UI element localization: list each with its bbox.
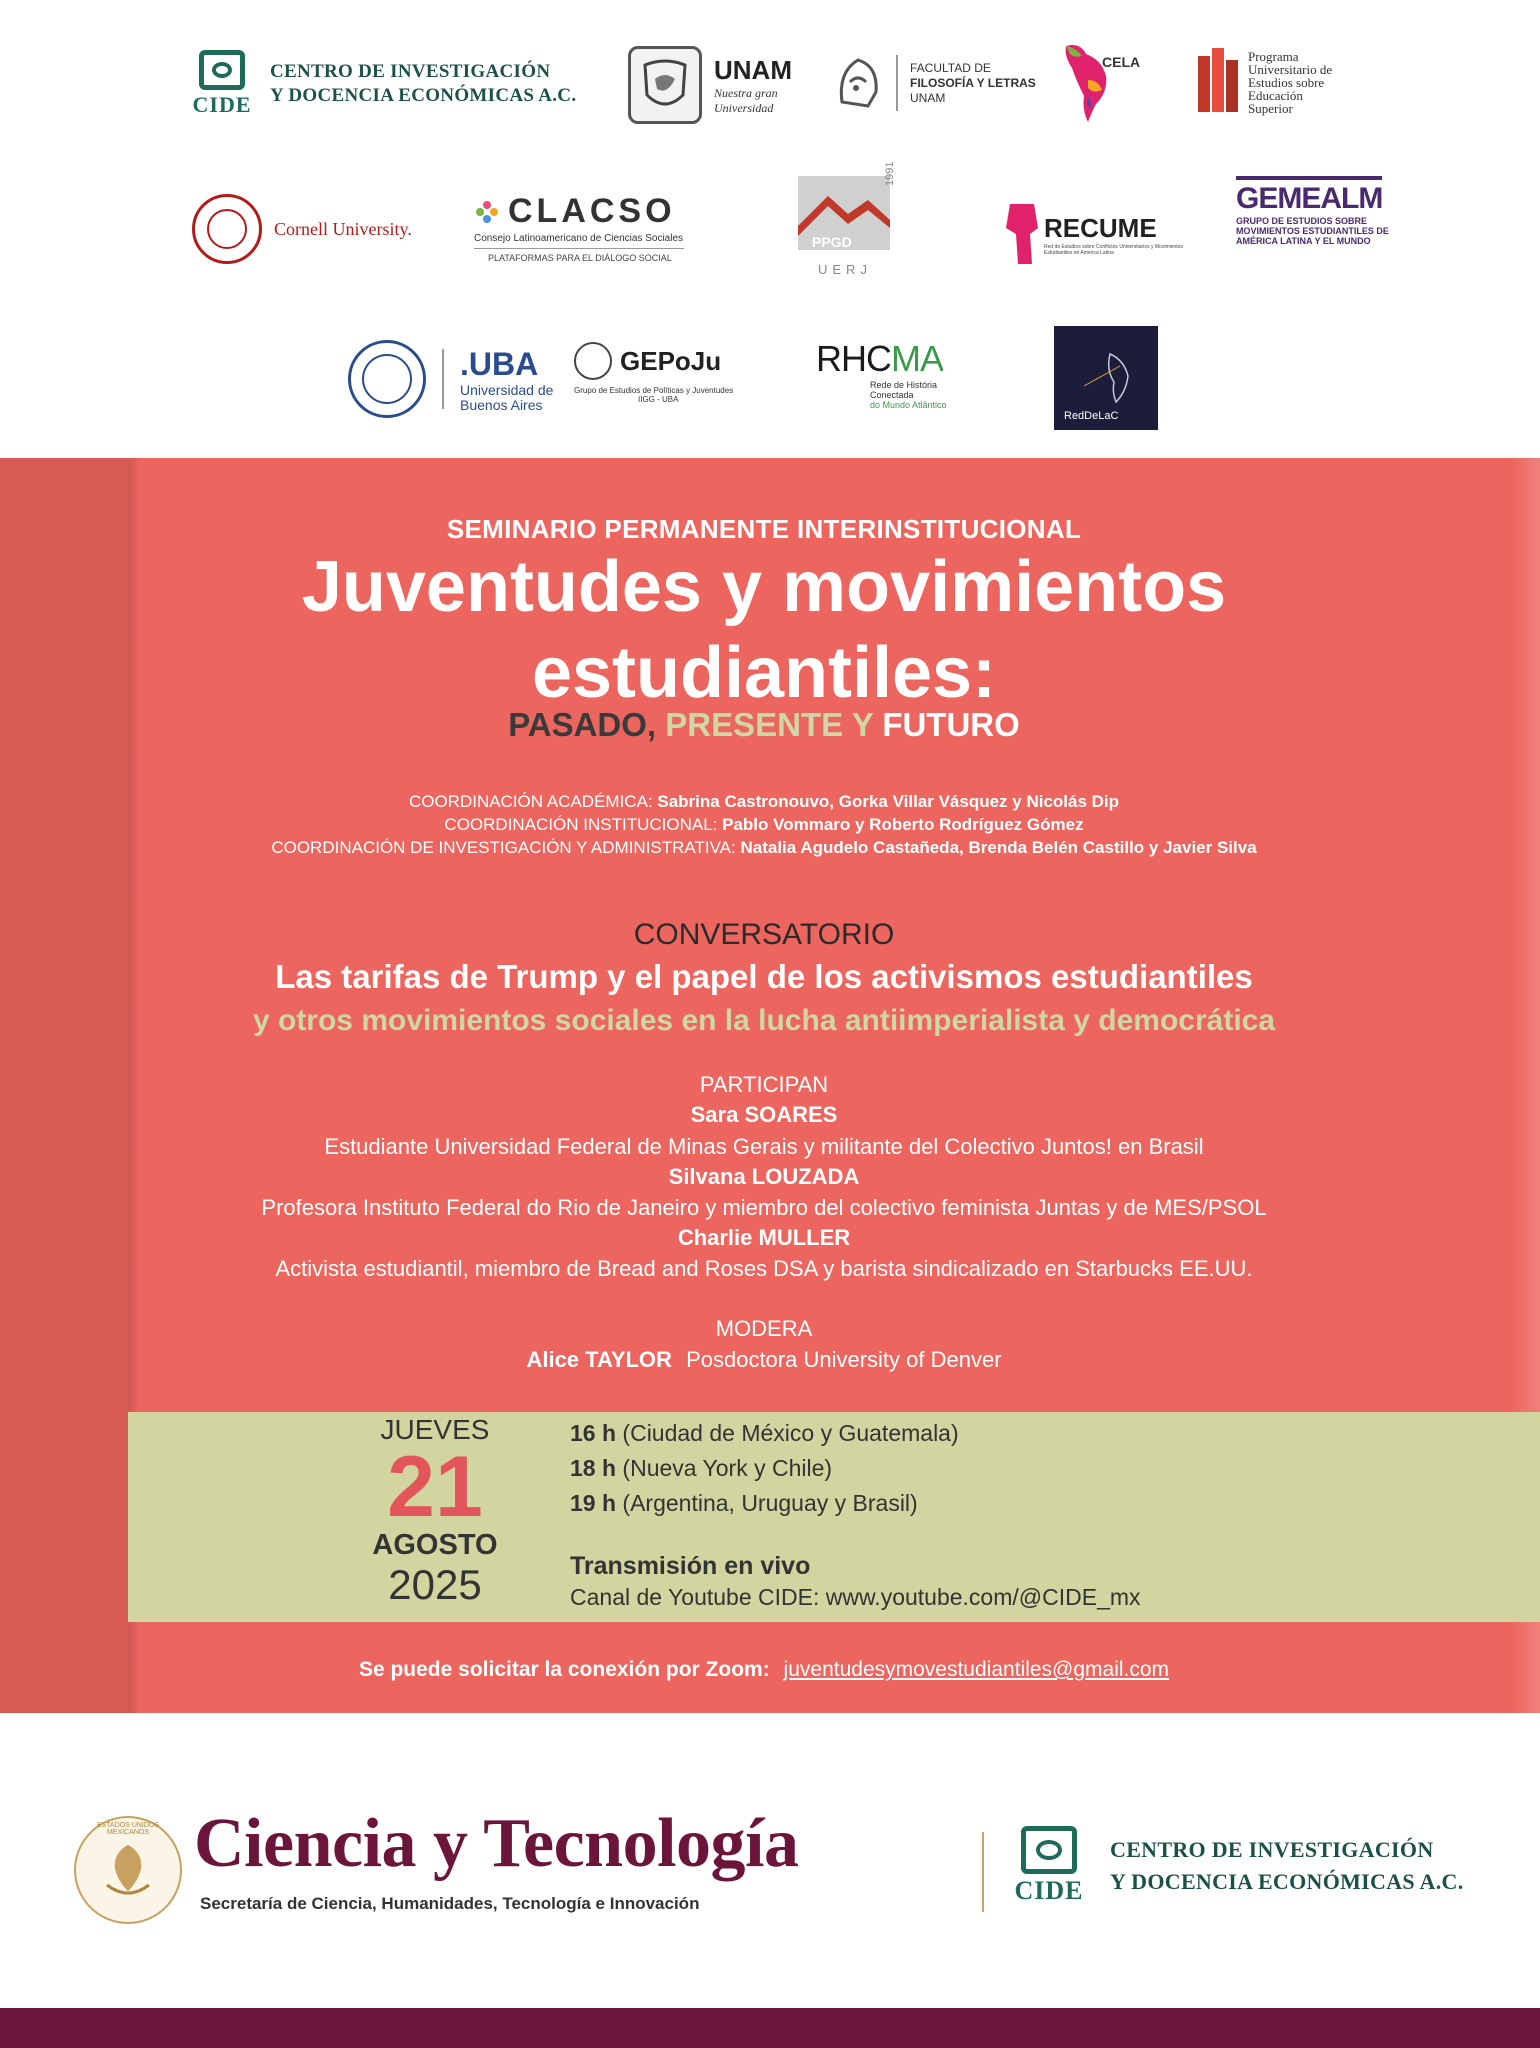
gemealm-name: GEMEALM	[1236, 176, 1382, 216]
reddelac-logo	[1054, 326, 1158, 430]
coordination-label: COORDINACIÓN INSTITUCIONAL:	[444, 815, 718, 834]
ffl-logo	[832, 52, 1036, 114]
schedule-hour: 19 h	[570, 1490, 617, 1516]
participant-desc: Activista estudiantil, miembro de Bread and Roses DSA y barista sindicalizado en Starbucks EE.UU.	[275, 1256, 1253, 1281]
conversatorio-title: Las tarifas de Trump y el papel de los activismos estudiantiles	[275, 958, 1253, 995]
gepoju-logo	[574, 342, 733, 404]
participants-heading: PARTICIPAN	[699, 1072, 829, 1097]
cela-logo	[1062, 40, 1152, 126]
zoom-label: Se puede solicitar la conexión por Zoom:	[358, 1658, 770, 1681]
date-block	[355, 1414, 515, 1608]
schedule-place: (Nueva York y Chile)	[622, 1455, 833, 1481]
footer-cide-line1: CENTRO DE INVESTIGACIÓN	[1110, 1837, 1434, 1862]
participant-name: Silvana LOUZADA	[668, 1164, 860, 1189]
coordination-names: Natalia Agudelo Castañeda, Brenda Belén Castillo y Javier Silva	[740, 838, 1257, 857]
participant-name: Sara SOARES	[690, 1102, 838, 1127]
programa-logo	[1196, 46, 1332, 118]
cela-name: CELA	[1102, 54, 1141, 70]
date-day: 21	[387, 1439, 483, 1535]
mexico-coat-of-arms-icon	[74, 1816, 182, 1924]
rhcma-name: RHCMA	[816, 338, 943, 379]
recume-name: RECUME	[1044, 212, 1157, 243]
schedule-place: (Argentina, Uruguay y Brasil)	[622, 1490, 918, 1516]
gemealm-line2: MOVIMIENTOS ESTUDIANTILES DE	[1236, 226, 1389, 236]
schedule-place: (Ciudad de México y Guatemala)	[622, 1420, 959, 1446]
footer-cide-mark: CIDE	[1014, 1876, 1084, 1905]
programa-line3: Estudios sobre	[1248, 74, 1325, 90]
clacso-line1: Consejo Latinoamericano de Ciencias Sociales	[474, 233, 684, 244]
clacso-flower-icon	[474, 199, 500, 225]
gemealm-line3: AMÉRICA LATINA Y EL MUNDO	[1236, 236, 1371, 246]
zoom-request	[124, 1658, 1404, 1682]
coordination-academic	[124, 792, 1404, 812]
moderator-heading: MODERA	[715, 1316, 813, 1341]
schedule-item	[570, 1451, 959, 1486]
rhcma-line1: Rede de História	[870, 380, 938, 390]
ciencia-brand: Ciencia y Tecnología	[194, 1805, 799, 1882]
gepoju-line1: Grupo de Estudios de Políticas y Juventudes	[574, 386, 734, 395]
cide-logo	[192, 50, 577, 118]
ppgd-sub: UERJ	[818, 262, 872, 277]
gemealm-line1: GRUPO DE ESTUDIOS SOBRE	[1236, 216, 1368, 226]
rhcma-line3: do Mundo Atlântico	[870, 400, 947, 410]
programa-line4: Educación	[1248, 87, 1303, 103]
reddelac-name: RedDeLaC	[1064, 410, 1119, 422]
stream-title: Transmisión en vivo	[570, 1552, 811, 1580]
unam-name: UNAM	[714, 54, 792, 85]
unam-logo	[628, 46, 792, 124]
gemealm-logo	[1236, 176, 1389, 246]
coordination-label: COORDINACIÓN DE INVESTIGACIÓN Y ADMINISTRATIVA:	[271, 838, 736, 857]
unam-seal-icon	[628, 46, 702, 124]
rhcma-line2: Conectada	[870, 390, 914, 400]
seminar-title-line2: estudiantiles:	[531, 633, 997, 713]
athena-helmet-icon	[832, 52, 884, 114]
seal-text: ESTADOS UNIDOS MEXICANOS	[96, 1822, 160, 1836]
gepoju-name: GEPoJu	[620, 345, 722, 376]
uba-line1: Universidad de	[460, 381, 554, 398]
cide-icon	[1016, 1826, 1082, 1906]
participant-desc: Profesora Instituto Federal do Rio de Janeiro y miembro del colectivo feminista Juntas y de MES/PSOL	[261, 1195, 1267, 1220]
zoom-email-link[interactable]: juventudesymovestudiantiles@gmail.com	[783, 1658, 1170, 1681]
cide-mark-text: CIDE	[192, 92, 252, 117]
subtitle-futuro: FUTURO	[882, 706, 1020, 743]
participant-desc: Estudiante Universidad Federal de Minas Gerais y militante del Colectivo Juntos! en Brasil	[324, 1134, 1204, 1159]
footer-divider	[982, 1832, 984, 1912]
coordination-names: Sabrina Castronouvo, Gorka Villar Vásquez y Nicolás Dip	[657, 792, 1120, 811]
coordination-research	[124, 838, 1404, 858]
stream-info	[570, 1550, 1141, 1612]
ppgd-logo	[798, 161, 908, 286]
schedule-item	[570, 1486, 959, 1521]
cide-icon	[192, 50, 252, 118]
pues-figures-icon	[1196, 46, 1240, 118]
coordination-institutional	[124, 815, 1404, 835]
cornell-name: Cornell University.	[274, 218, 412, 239]
ppgd-name: PPGD	[812, 234, 852, 250]
conversatorio-heading: CONVERSATORIO	[633, 918, 895, 951]
gepoju-seal-icon	[574, 342, 612, 380]
ppgd-year: 1991	[884, 161, 896, 186]
uba-seal-icon	[348, 340, 426, 418]
recume-hand-icon	[1004, 198, 1042, 270]
cide-name-line2: Y DOCENCIA ECONÓMICAS A.C.	[270, 85, 577, 106]
cide-name-line1: CENTRO DE INVESTIGACIÓN	[270, 61, 551, 82]
latin-america-map-icon	[1062, 40, 1128, 124]
cornell-seal-icon	[192, 194, 262, 264]
unam-tagline1: Nuestra gran	[714, 85, 778, 100]
footer-cide-logo	[1016, 1826, 1464, 1906]
stream-channel: Canal de Youtube CIDE: www.youtube.com/@CIDE_mx	[570, 1584, 1141, 1610]
subtitle-presente: PRESENTE Y	[665, 706, 874, 743]
cornell-logo	[192, 194, 412, 264]
footer-bar	[0, 2008, 1540, 2048]
clacso-name: CLACSO	[508, 192, 676, 230]
programa-line5: Superior	[1248, 100, 1293, 116]
ffl-line2: FILOSOFÍA Y LETRAS	[910, 75, 1036, 90]
moderator-desc: Posdoctora University of Denver	[686, 1347, 1002, 1372]
date-weekday: JUEVES	[380, 1414, 490, 1445]
rhcma-logo	[816, 338, 947, 410]
seminar-title-line1: Juventudes y movimientos	[301, 547, 1227, 627]
coordination-names: Pablo Vommaro y Roberto Rodríguez Gómez	[722, 815, 1084, 834]
uba-line2: Buenos Aires	[460, 396, 543, 413]
ffl-line3: UNAM	[910, 90, 946, 105]
ffl-line1: FACULTAD DE	[910, 60, 991, 75]
programa-line1: Programa	[1248, 48, 1299, 64]
schedule-hour: 16 h	[570, 1420, 617, 1446]
clacso-line2: PLATAFORMAS PARA EL DIÁLOGO SOCIAL	[488, 253, 672, 263]
date-year: 2025	[388, 1561, 482, 1608]
programa-line2: Universitario de	[1248, 61, 1333, 77]
unam-tagline2: Universidad	[714, 100, 774, 115]
coordination-label: COORDINACIÓN ACADÉMICA:	[408, 792, 653, 811]
seminar-overline: SEMINARIO PERMANENTE INTERINSTITUCIONAL	[446, 514, 1082, 544]
recume-sub: Red de Estudios sobre Conflictos Universitarios y Movimientos Estudiantiles en América Latina	[1044, 243, 1183, 256]
schedule-item	[570, 1416, 959, 1451]
schedule-list	[570, 1416, 959, 1521]
conversatorio-subtitle: y otros movimientos sociales en la lucha antiimperialista y democrática	[252, 1004, 1276, 1037]
moderator-line	[124, 1347, 1404, 1373]
panel-left-shade	[0, 458, 128, 1713]
participant-name: Charlie MULLER	[677, 1225, 851, 1250]
moderator-name: Alice TAYLOR	[526, 1347, 672, 1372]
uba-name: .UBA	[460, 345, 539, 382]
date-month: AGOSTO	[372, 1529, 498, 1561]
subtitle-pasado: PASADO,	[508, 706, 657, 743]
clacso-logo	[474, 192, 684, 263]
gepoju-line2: IIGG - UBA	[638, 395, 679, 404]
uba-logo	[348, 340, 553, 418]
seminar-subtitle	[124, 706, 1404, 744]
recume-logo	[1004, 198, 1194, 270]
footer-cide-line2: Y DOCENCIA ECONÓMICAS A.C.	[1110, 1869, 1464, 1894]
schedule-hour: 18 h	[570, 1455, 617, 1481]
ciencia-brand-sub: Secretaría de Ciencia, Humanidades, Tecnología e Innovación	[200, 1894, 700, 1913]
